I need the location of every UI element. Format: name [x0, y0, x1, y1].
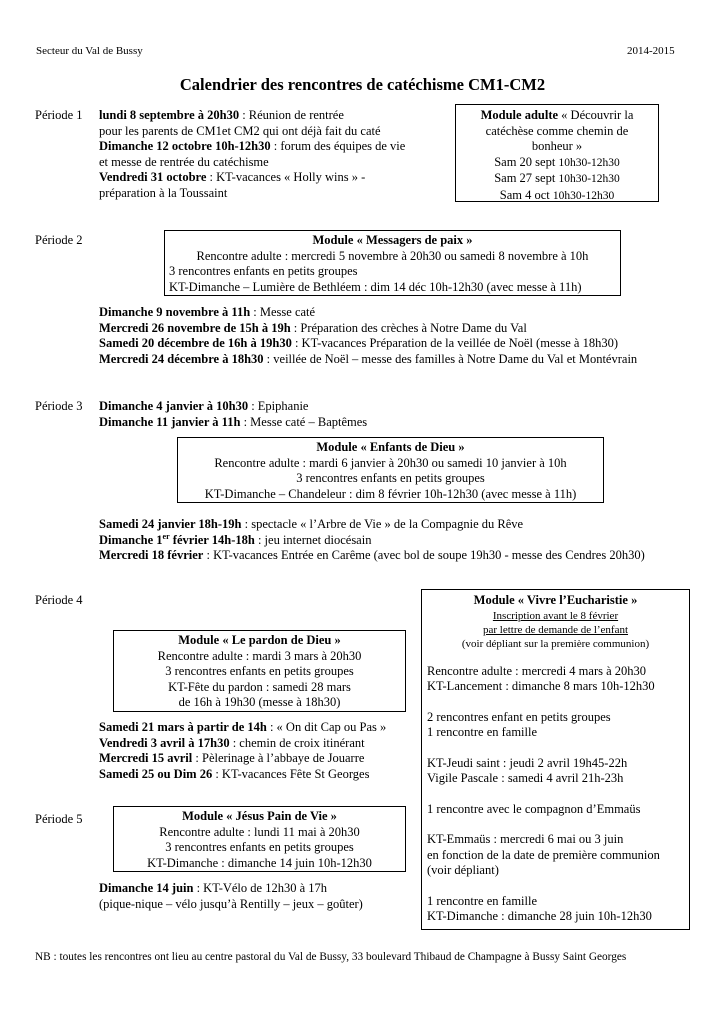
period-1-events [99, 108, 405, 201]
module-eucharistie-box: Module « Vivre l’Eucharistie » Inscription avant le 8 février par lettre de demande de l’enfant (voir dépliant sur la première communion) Rencontre adulte : mercredi 4 mars à 20h30 KT-Lancement : dimanche 8 mars 10h-12h30 2 rencontres enfant en petits groupes 1 rencontre en famille KT-Jeudi saint : jeudi 2 avril 19h45-22h Vigile Pascale : samedi 4 avril 21h-23h 1 rencontre avec le compagnon d’Emmaüs KT-Emmaüs : mercredi 6 mai ou 3 juin en fonction de la date de première communion (voir dépliant) 1 rencontre en famille KT-Dimanche : dimanche 28 juin 10h-12h30 [421, 589, 690, 930]
event-line: lundi 8 septembre à 20h30 : Réunion de rentrée [99, 108, 344, 122]
event-line: Dimanche 1er février 14h-18h : jeu internet diocésain [99, 531, 372, 547]
event-line: Dimanche 9 novembre à 11h : Messe caté [99, 305, 316, 319]
period-1-label: Période 1 [35, 108, 83, 122]
event-line: pour les parents de CM1et CM2 qui ont déjà fait du caté [99, 123, 381, 138]
header-sector: Secteur du Val de Bussy [36, 45, 143, 57]
event-line: Mercredi 26 novembre de 15h à 19h : Préparation des crèches à Notre Dame du Val [99, 320, 527, 335]
event-line: Vendredi 3 avril à 17h30 : chemin de croix itinérant [99, 735, 365, 750]
period-2-label: Période 2 [35, 233, 83, 247]
event-line: Samedi 20 décembre de 16h à 19h30 : KT-vacances Préparation de la veillée de Noël (messe à 18h30) [99, 336, 618, 350]
period-5-events [99, 881, 363, 912]
period-4-events [99, 720, 386, 782]
event-line: (pique-nique – vélo jusqu’à Rentilly – jeux – goûter) [99, 896, 363, 911]
period-3-events-bottom [99, 517, 645, 564]
module-pain-de-vie-box: Module « Jésus Pain de Vie » Rencontre adulte : lundi 11 mai à 20h30 3 rencontres enfants en petits groupes KT-Dimanche : dimanche 14 juin 10h-12h30 [113, 806, 406, 872]
footer-note: NB : toutes les rencontres ont lieu au centre pastoral du Val de Bussy, 33 boulevard Thibaud de Champagne à Bussy Saint Georges [35, 951, 627, 963]
module-messagers-box: Module « Messagers de paix » Rencontre adulte : mercredi 5 novembre à 20h30 ou samedi 8 novembre à 10h 3 rencontres enfants en petits groupes KT-Dimanche – Lumière de Bethléem : dim 14 déc 10h-12h30 (avec messe à 11h) [164, 230, 621, 296]
header-year: 2014-2015 [627, 45, 675, 57]
event-line: Samedi 21 mars à partir de 14h : « On dit Cap ou Pas » [99, 720, 387, 734]
event-line: préparation à la Toussaint [99, 185, 228, 200]
period-3-label: Période 3 [35, 399, 83, 413]
event-line: Samedi 25 ou Dim 26 : KT-vacances Fête St Georges [99, 766, 370, 781]
page-title: Calendrier des rencontres de catéchisme CM1-CM2 [179, 75, 546, 94]
module-adulte-box: Module adulte « Découvrir la catéchèse comme chemin de bonheur » Sam 20 sept 10h30-12h30 Sam 27 sept 10h30-12h30 Sam 4 oct 10h30-12h30 [455, 104, 659, 202]
event-line: Mercredi 24 décembre à 18h30 : veillée de Noël – messe des familles à Notre Dame du Val et Montévrain [99, 351, 638, 366]
event-line: Dimanche 11 janvier à 11h : Messe caté – Baptêmes [99, 414, 368, 429]
period-3-events-top [99, 399, 367, 430]
event-line: Dimanche 12 octobre 10h-12h30 : forum des équipes de vie [99, 139, 406, 153]
event-line: et messe de rentrée du catéchisme [99, 154, 269, 169]
period-5-label: Période 5 [35, 812, 83, 826]
event-line: Mercredi 15 avril : Pèlerinage à l’abbaye de Jouarre [99, 751, 365, 765]
module-pardon-box: Module « Le pardon de Dieu » Rencontre adulte : mardi 3 mars à 20h30 3 rencontres enfants en petits groupes KT-Fête du pardon : samedi 28 mars de 16h à 19h30 (messe à 18h30) [113, 630, 406, 712]
event-line: Mercredi 18 février : KT-vacances Entrée en Carême (avec bol de soupe 19h30 - messe des Cendres 20h30) [99, 548, 645, 562]
event-line: Dimanche 14 juin : KT-Vélo de 12h30 à 17h [99, 881, 327, 895]
period-4-label: Période 4 [35, 593, 83, 607]
event-line: Dimanche 4 janvier à 10h30 : Epiphanie [99, 399, 309, 413]
period-2-events [99, 305, 637, 367]
event-line: Samedi 24 janvier 18h-19h : spectacle « l’Arbre de Vie » de la Compagnie du Rêve [99, 517, 524, 531]
module-enfants-box: Module « Enfants de Dieu » Rencontre adulte : mardi 6 janvier à 20h30 ou samedi 10 janvier à 10h 3 rencontres enfants en petits groupes KT-Dimanche – Chandeleur : dim 8 février 10h-12h30 (avec messe à 11h) [177, 437, 604, 503]
event-line: Vendredi 31 octobre : KT-vacances « Holly wins » - [99, 170, 366, 184]
